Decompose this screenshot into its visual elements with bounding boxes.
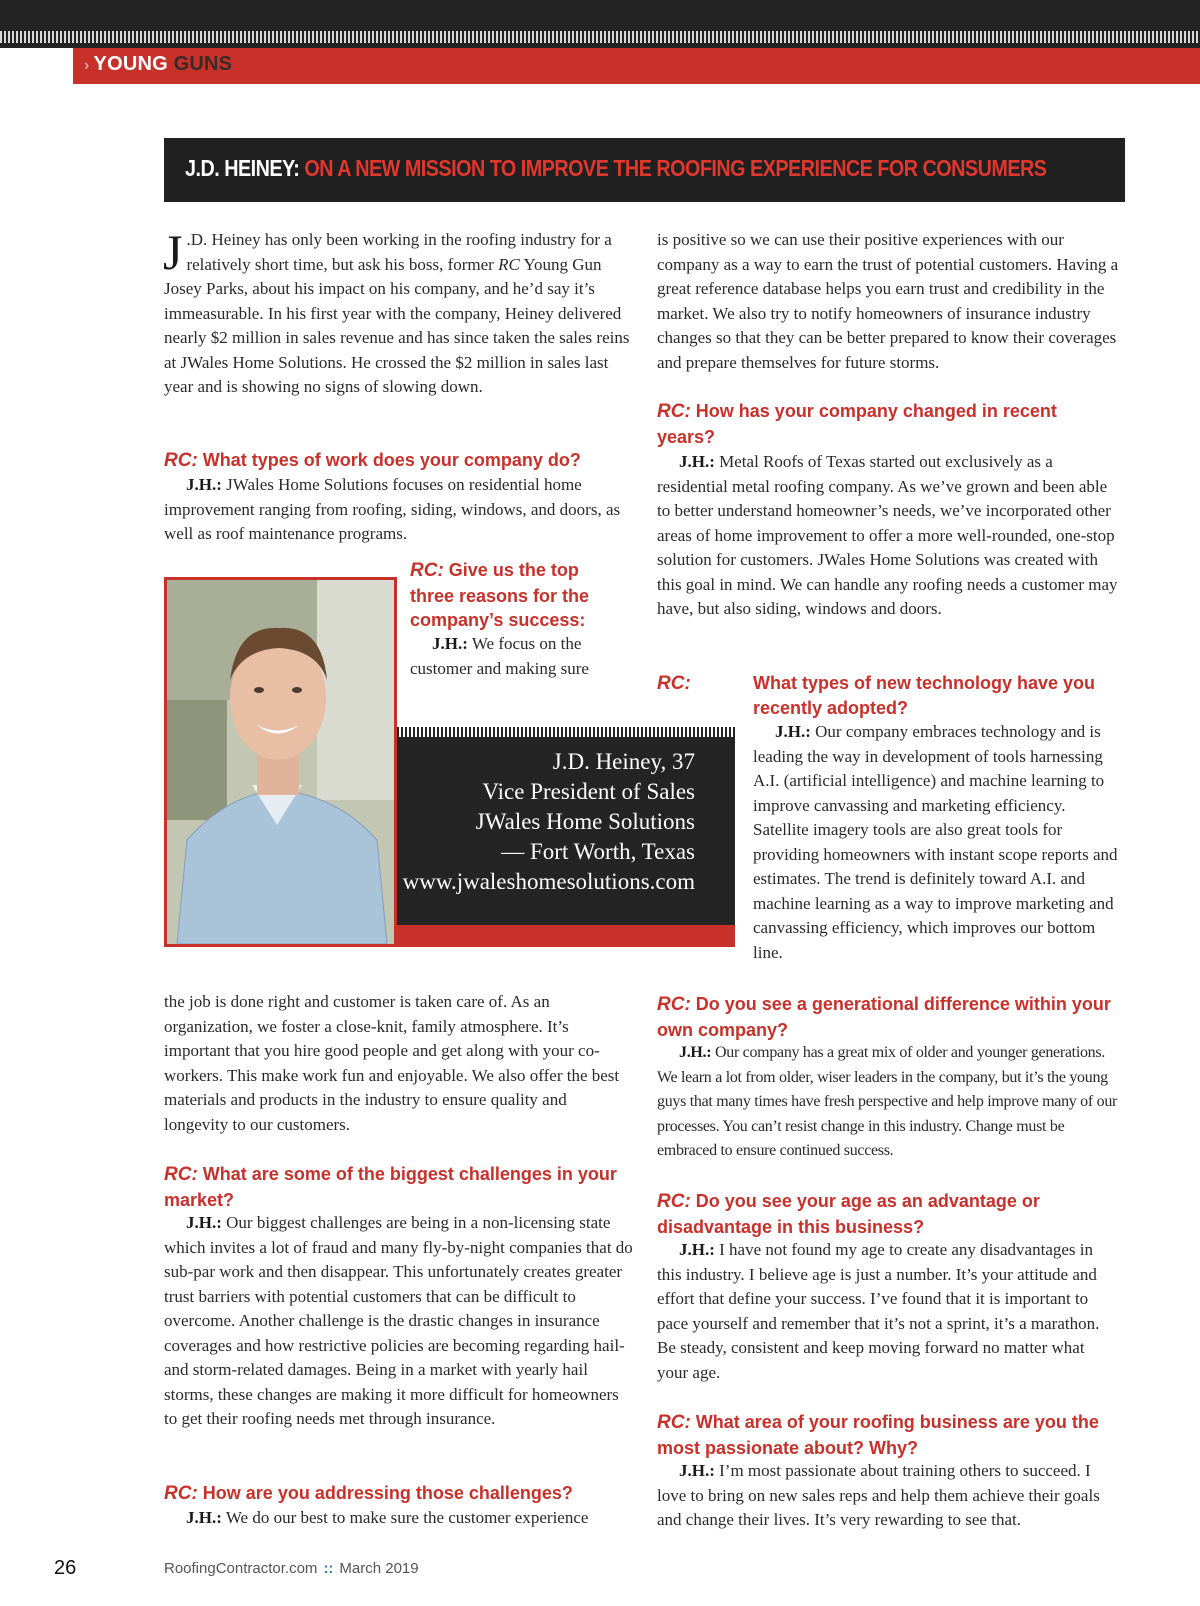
- section-band: [73, 48, 1200, 84]
- caption-red-strip: [397, 925, 735, 947]
- title-headline: ON A NEW MISSION TO IMPROVE THE ROOFING EXPERIENCE FOR CONSUMERS: [304, 155, 1047, 181]
- question-9: RC: What area of your roofing business are you the most passionate about? Why?: [657, 1412, 1099, 1458]
- question-5: RC: How has your company changed in recent years?: [657, 401, 1057, 447]
- answer-1: J.H.: JWales Home Solutions focuses on residential home improvement ranging from roofing, siding, windows, and doors, as well as roof maintenance programs.: [164, 475, 621, 543]
- answer-4-part-1: J.H.: We do our best to make sure the customer experience: [186, 1508, 589, 1527]
- caption-location: — Fort Worth, Texas: [501, 839, 695, 864]
- answer-4-part-2: is positive so we can use their positive experiences with our company as a way to earn the trust of potential customers. Having a great reference database helps you earn trust and credibility in the market. We also try to notify homeowners of insurance industry changes so that they can be better prepared to know their coverages and prepare themselves for future storms.: [657, 230, 1119, 372]
- question-4: RC: How are you addressing those challenges?: [164, 1483, 573, 1504]
- question-3: RC: What are some of the biggest challenges in your market?: [164, 1164, 617, 1210]
- drop-cap: J: [163, 224, 183, 280]
- caption-company: JWales Home Solutions: [475, 809, 695, 834]
- answer-2-part-1: J.H.: We focus on the customer and making sure: [410, 634, 589, 678]
- section-label: [84, 53, 232, 76]
- question-7: RC: Do you see a generational difference within your own company?: [657, 994, 1111, 1040]
- question-1: RC: What types of work does your company do?: [164, 450, 581, 471]
- section-label-guns: GUNS: [173, 53, 233, 75]
- section-label-young: YOUNG: [93, 53, 168, 75]
- answer-2-part-2: the job is done right and customer is taken care of. As an organization, we foster a close-knit, family atmosphere. It’s important that you hire good people and get along with your co-workers. This make work fun and enjoyable. We also offer the best materials and products in the industry to ensure quality and longevity to our customers.: [164, 992, 620, 1134]
- answer-7: J.H.: Our company has a great mix of older and younger generations. We learn a lot from older, wiser leaders in the company, but it’s the young guys that many times have fresh perspective and help improve many of our processes. You can’t resist change in this industry. Change must be embraced to ensure continued success.: [657, 1044, 1118, 1159]
- footer-credit: [164, 1560, 419, 1577]
- article-title: [185, 155, 1046, 182]
- portrait-photo: [164, 577, 397, 947]
- answer-3: J.H.: Our biggest challenges are being in a non-licensing state which invites a lot of fraud and many fly-by-night companies that do sub-par work and then disappear. This unfortunately creates greater trust barriers with potential customers that can be difficult to overcome. Another challenge is the drastic changes in insurance coverages and how restrictive policies are becoming regarding hail- and storm-related damages. Being in a market with yearly hail storms, these changes are making it more difficult for homeowners to get their roofing needs met through insurance.: [164, 1213, 633, 1428]
- title-name: J.D. HEINEY:: [185, 155, 300, 181]
- chevron-right-icon: ›: [84, 57, 90, 74]
- answer-9: J.H.: I’m most passionate about training others to succeed. I love to bring on new sales reps and help them achieve their goals and change their lives. It’s very rewarding to see that.: [657, 1461, 1100, 1529]
- footer-date: March 2019: [339, 1560, 419, 1577]
- question-2: RC: Give us the top three reasons for the company’s success:: [410, 560, 590, 630]
- answer-5: J.H.: Metal Roofs of Texas started out exclusively as a residential metal roofing company. As we’ve grown and been able to better understand homeowner’s needs, we’ve incorporated other areas of home improvement to offer a more well-rounded, one-stop solution for customers. JWales Home Solutions was created with this goal in mind. We can handle any roofing needs a customer may have, but also siding, windows and doors.: [657, 452, 1118, 618]
- answer-8: J.H.: I have not found my age to create any disadvantages in this industry. I believe age is just a number. It’s your attitude and effort that define your success. I’ve found that it is important to pace yourself and remember that it’s not a sprint, it’s a marathon. Be steady, consistent and keep moving forward no matter what your age.: [657, 1240, 1100, 1382]
- caption-name: J.D. Heiney, 37: [552, 749, 695, 774]
- footer-site: RoofingContractor.com: [164, 1560, 318, 1577]
- intro-paragraph: J .D. Heiney has only been working in the roofing industry for a relatively short time, but ask his boss, former RC Young Gun Josey Parks, about his impact on his company, and he’d say it’s immeasurable. In his first year with the company, Heiney delivered nearly $2 million in sales revenue and has since taken the sales reins at JWales Home Solutions. He crossed the $2 million in sales last year and is showing no signs of slowing down.: [163, 224, 630, 396]
- caption-ticks: [397, 727, 735, 737]
- question-8: RC: Do you see your age as an advantage or disadvantage in this business?: [657, 1191, 1040, 1237]
- footer-separator: ::: [323, 1560, 334, 1577]
- caption-role: Vice President of Sales: [482, 779, 695, 804]
- answer-6: J.H.: Our company embraces technology and is leading the way in development of tools harnessing A.I. (artificial intelligence) and machine learning to improve canvassing and marketing efficiency. Satellite imagery tools are also great tools for providing homeowners with instant scope reports and estimates. The trend is definitely toward A.I. and machine learning as a way to improve marketing and canvassing efficiency, which improves our bottom line.: [753, 722, 1118, 962]
- question-6: What types of new technology have you recently adopted?: [753, 673, 1096, 718]
- question-6-label: RC:: [657, 673, 691, 694]
- caption-website: www.jwaleshomesolutions.com: [402, 869, 695, 894]
- top-bar-ticks: [0, 31, 1200, 43]
- page-number: 26: [54, 1557, 77, 1579]
